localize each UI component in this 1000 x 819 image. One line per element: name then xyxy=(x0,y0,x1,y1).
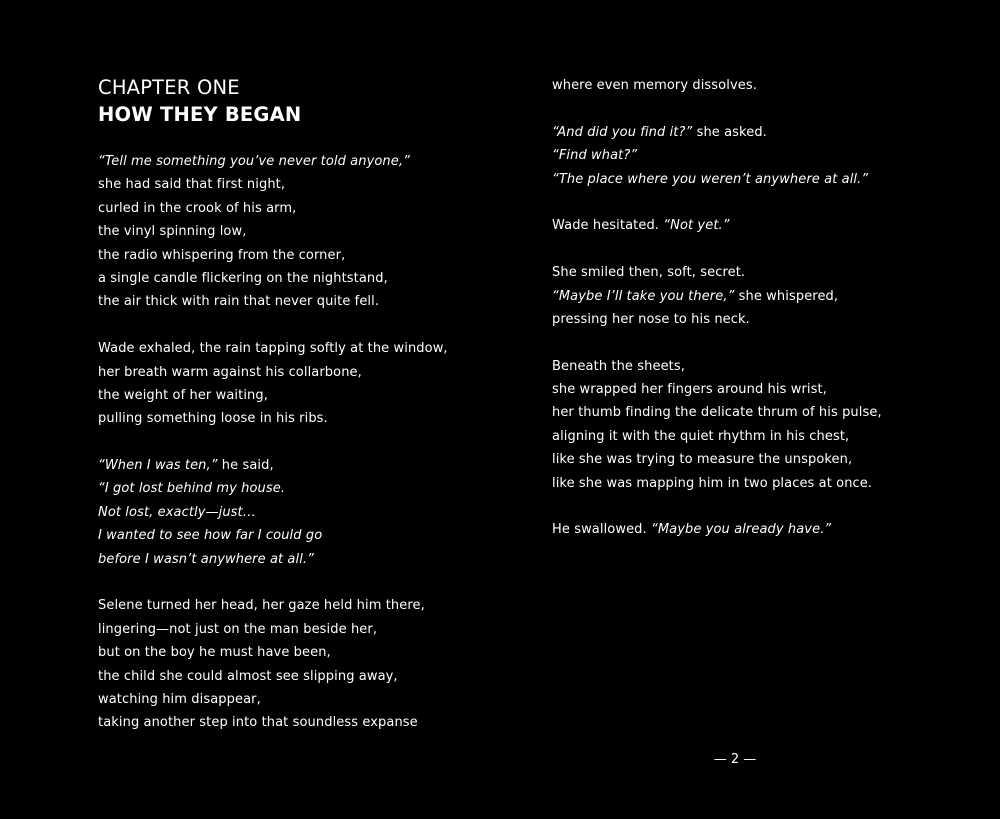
dialogue: “Maybe you already have.” xyxy=(651,522,832,538)
paragraph-r1 xyxy=(552,121,972,191)
paragraph-r4 xyxy=(552,355,972,495)
text-line: Beneath the sheets, xyxy=(552,358,685,374)
dialogue: “And did you find it?” xyxy=(552,124,693,140)
text-line: the weight of her waiting, xyxy=(98,387,268,403)
text-line: her breath warm against his collarbone, xyxy=(98,364,362,380)
text-line: like she was trying to measure the unspoken, xyxy=(552,452,853,468)
text-line: before I wasn’t anywhere at all.” xyxy=(98,551,314,567)
text-line: taking another step into that soundless expanse xyxy=(98,715,418,731)
text-line: pulling something loose in his ribs. xyxy=(98,411,328,427)
paragraph-4 xyxy=(98,594,518,734)
text-line: the radio whispering from the corner, xyxy=(98,247,346,263)
text-line: lingering—not just on the man beside her, xyxy=(98,621,378,637)
right-column xyxy=(552,74,972,542)
paragraph-3 xyxy=(98,454,518,571)
chapter-heading xyxy=(98,74,518,128)
chapter-label: CHAPTER ONE xyxy=(98,76,240,99)
narration: she whispered, xyxy=(734,288,839,304)
text-line: “I got lost behind my house. xyxy=(98,481,286,497)
dialogue: “Not yet.” xyxy=(663,218,730,234)
text-line: I wanted to see how far I could go xyxy=(98,528,323,544)
text-line xyxy=(98,454,518,477)
text-line: Wade exhaled, the rain tapping softly at the window, xyxy=(98,341,448,357)
text-line xyxy=(552,214,972,237)
text-line: “The place where you weren’t anywhere at all.” xyxy=(552,171,869,187)
text-line: Selene turned her head, her gaze held him there, xyxy=(98,598,425,614)
text-line: curled in the crook of his arm, xyxy=(98,200,297,216)
text-line: “Find what?” xyxy=(552,148,638,164)
text-line: her thumb finding the delicate thrum of his pulse, xyxy=(552,405,882,421)
narration: he said, xyxy=(217,458,274,474)
page-number: — 2 — xyxy=(713,752,757,767)
text-line: where even memory dissolves. xyxy=(552,78,757,93)
text-line: pressing her nose to his neck. xyxy=(552,311,750,327)
text-line: the child she could almost see slipping away, xyxy=(98,668,398,684)
text-line: watching him disappear, xyxy=(98,691,261,707)
text-line: aligning it with the quiet rhythm in his chest, xyxy=(552,428,850,444)
text-line: but on the boy he must have been, xyxy=(98,645,331,661)
text-line: she had said that first night, xyxy=(98,177,286,193)
dialogue: “When I was ten,” xyxy=(98,458,218,474)
paragraph-r3 xyxy=(552,261,972,331)
text-line: Not lost, exactly—just… xyxy=(98,504,256,520)
narration: Wade hesitated. xyxy=(552,218,664,234)
text-line: she wrapped her fingers around his wrist, xyxy=(552,382,827,398)
text-line: “Tell me something you’ve never told anyone,” xyxy=(98,154,410,169)
left-column xyxy=(98,74,518,735)
paragraph-2 xyxy=(98,337,518,431)
chapter-title: HOW THEY BEGAN xyxy=(98,103,302,126)
narration: she asked. xyxy=(692,124,767,140)
dialogue: “Maybe I’ll take you there,” xyxy=(552,288,735,304)
narration: He swallowed. xyxy=(552,522,652,538)
text-line xyxy=(552,518,972,541)
text-line: the air thick with rain that never quite fell. xyxy=(98,294,380,310)
text-line: like she was mapping him in two places at once. xyxy=(552,475,873,491)
text-line xyxy=(552,121,972,144)
paragraph-1 xyxy=(98,150,518,314)
text-line: a single candle flickering on the nightstand, xyxy=(98,270,388,286)
text-line: She smiled then, soft, secret. xyxy=(552,265,746,281)
text-line: the vinyl spinning low, xyxy=(98,224,247,240)
text-line xyxy=(552,285,972,308)
